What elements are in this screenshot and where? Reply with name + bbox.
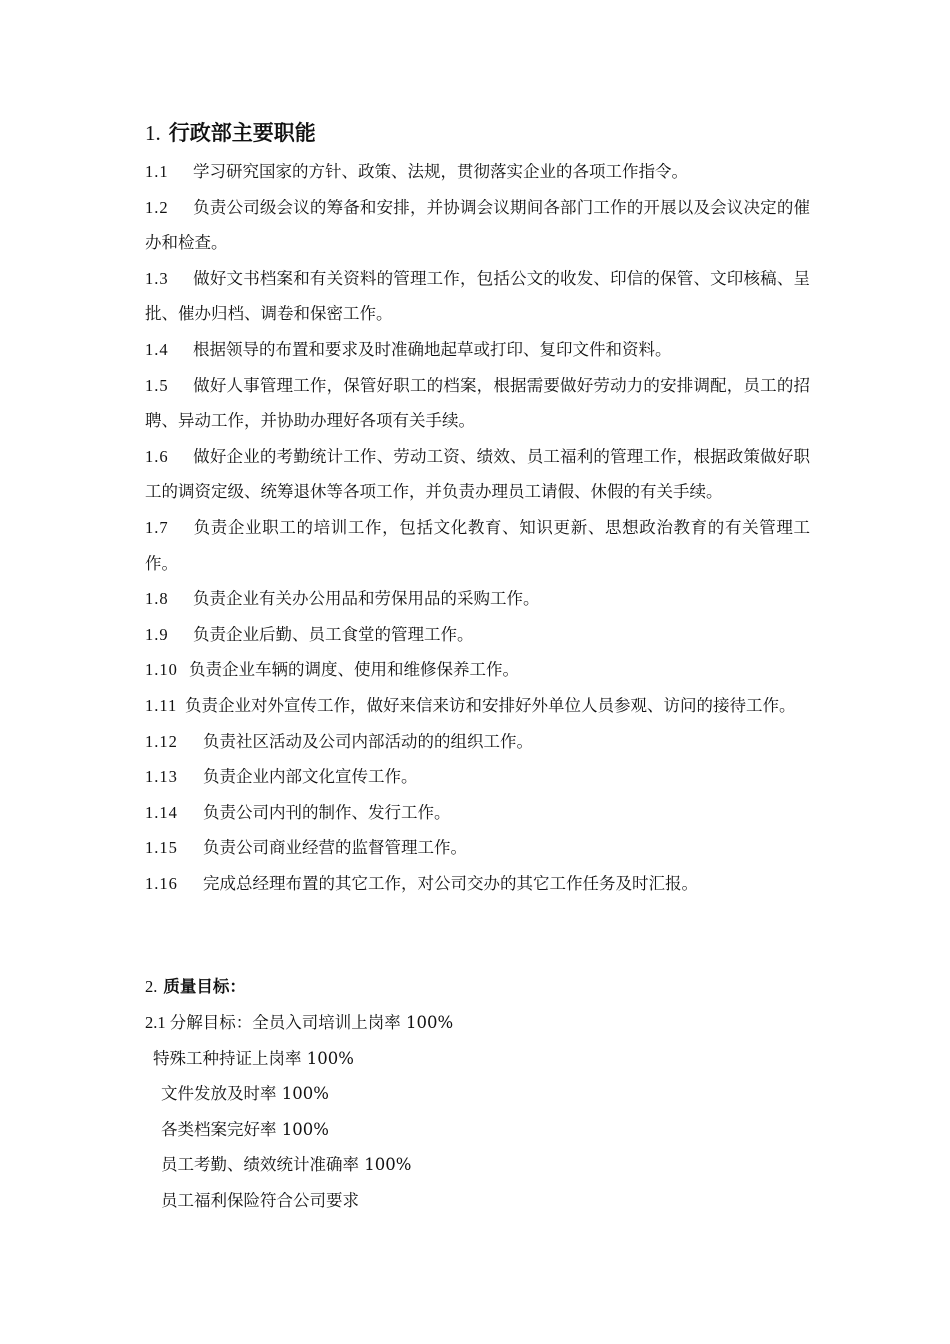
- list-item: [145, 581, 810, 617]
- section-2-heading: [145, 970, 246, 1004]
- item-text: 负责企业对外宣传工作，做好来信来访和安排好外单位人员参观、访问的接待工作。: [185, 695, 796, 715]
- item-text: 负责公司内刊的制作、发行工作。: [203, 802, 451, 822]
- item-number: 1.12: [145, 731, 178, 751]
- target-row: [145, 1041, 453, 1077]
- item-text: 负责社区活动及公司内部活动的的组织工作。: [203, 731, 533, 751]
- item-number: 1.16: [145, 873, 178, 893]
- section-1-heading: [145, 118, 316, 148]
- item-number: 1.14: [145, 802, 178, 822]
- section-1-items: [145, 154, 810, 901]
- list-item: [145, 759, 810, 795]
- target-text: 文件发放及时率 100%: [161, 1084, 329, 1104]
- item-number: 1.6: [145, 446, 169, 466]
- section-1-title: 行政部主要职能: [168, 121, 316, 145]
- list-item: [145, 368, 810, 439]
- item-number: 1.10: [145, 660, 178, 680]
- item-number: 1.2: [145, 197, 169, 217]
- target-row: [145, 1076, 453, 1112]
- target-text: 员工考勤、绩效统计准确率 100%: [161, 1155, 412, 1175]
- item-number: 1.7: [145, 517, 169, 537]
- target-row: [145, 1005, 453, 1041]
- item-number: 1.1: [145, 162, 169, 181]
- item-text: 负责公司商业经营的监督管理工作。: [203, 838, 467, 858]
- item-text: 负责公司级会议的筹备和安排，并协调会议期间各部门工作的开展以及会议决定的催办和检查。: [145, 197, 810, 253]
- target-row: [145, 1183, 453, 1219]
- item-text: 做好企业的考勤统计工作、劳动工资、绩效、员工福利的管理工作，根据政策做好职工的调资定级、统筹退休等各项工作，并负责办理员工请假、休假的有关手续。: [145, 446, 810, 502]
- target-row: [145, 1112, 453, 1148]
- item-text: 负责企业有关办公用品和劳保用品的采购工作。: [193, 589, 540, 609]
- list-item: [145, 510, 810, 581]
- item-text: 完成总经理布置的其它工作，对公司交办的其它工作任务及时汇报。: [203, 873, 698, 893]
- list-item: [145, 154, 810, 190]
- item-text: 负责企业车辆的调度、使用和维修保养工作。: [189, 660, 519, 680]
- list-item: [145, 795, 810, 831]
- item-number: 1.13: [145, 767, 178, 787]
- target-text: 各类档案完好率 100%: [161, 1119, 329, 1139]
- item-text: 负责企业职工的培训工作，包括文化教育、知识更新、思想政治教育的有关管理工作。: [145, 517, 810, 573]
- list-item: [145, 261, 810, 332]
- item-text: 负责企业后勤、员工食堂的管理工作。: [193, 624, 474, 644]
- item-text: 根据领导的布置和要求及时准确地起草或打印、复印文件和资料。: [193, 339, 672, 359]
- item-number: 1.9: [145, 624, 169, 644]
- quality-targets: [145, 1005, 453, 1219]
- list-item: [145, 866, 810, 902]
- target-row: [145, 1147, 453, 1183]
- target-text: 全员入司培训上岗率 100%: [252, 1013, 454, 1032]
- list-item: [145, 332, 810, 368]
- list-item: [145, 652, 810, 688]
- item-text: 做好人事管理工作，保管好职工的档案，根据需要做好劳动力的安排调配，员工的招聘、异动工作，并协助办理好各项有关手续。: [145, 375, 810, 431]
- target-label: 2.1 分解目标：: [145, 1013, 253, 1032]
- item-text: 负责企业内部文化宣传工作。: [203, 767, 418, 787]
- item-number: 1.4: [145, 339, 169, 359]
- target-text: 特殊工种持证上岗率 100%: [153, 1048, 354, 1068]
- target-text: 员工福利保险符合公司要求: [161, 1190, 359, 1210]
- list-item: [145, 190, 810, 261]
- list-item: [145, 688, 810, 724]
- item-text: 做好文书档案和有关资料的管理工作，包括公文的收发、印信的保管、文印核稿、呈批、催办归档、调卷和保密工作。: [145, 268, 810, 324]
- item-number: 1.11: [145, 695, 178, 715]
- section-2-title: 质量目标：: [163, 977, 246, 996]
- list-item: [145, 830, 810, 866]
- section-2-number: 2.: [145, 977, 158, 996]
- item-number: 1.8: [145, 589, 169, 609]
- item-number: 1.3: [145, 268, 169, 288]
- section-1-number: 1.: [145, 121, 161, 145]
- item-number: 1.15: [145, 838, 178, 858]
- list-item: [145, 724, 810, 760]
- list-item: [145, 617, 810, 653]
- item-number: 1.5: [145, 375, 169, 395]
- item-text: 学习研究国家的方针、政策、法规，贯彻落实企业的各项工作指令。: [193, 162, 688, 181]
- list-item: [145, 439, 810, 510]
